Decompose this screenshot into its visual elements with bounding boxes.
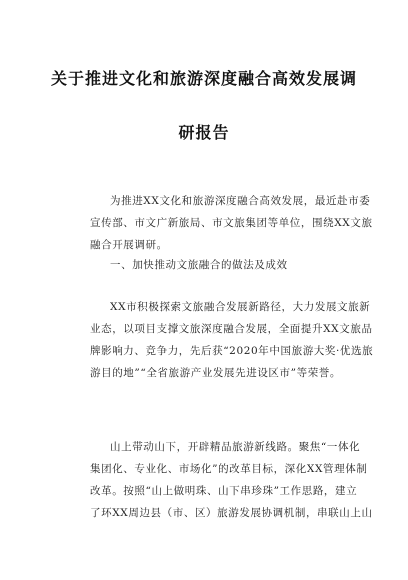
paragraph-line: 山上带动山下，开辟精品旅游新线路。聚焦“一体化 <box>110 441 361 453</box>
document-title-line2: 研报告 <box>178 123 230 142</box>
paragraph-line: 游目的地”“全省旅游产业发展先进设区市”等荣誉。 <box>90 367 342 379</box>
body-paragraph <box>90 436 373 524</box>
body-paragraph <box>90 296 374 384</box>
paragraph-line: 改革。按照“山上做明珠、山下串珍珠”工作思路，建立 <box>90 485 358 497</box>
paragraph-line: 集团化、专业化、市场化”的改革目标，深化XX管理体制 <box>90 463 368 475</box>
section-heading-text: 一、加快推动文旅融合的做法及成效 <box>110 259 288 271</box>
document-title-line1: 关于推进文化和旅游深度融合高效发展调 <box>50 69 357 88</box>
paragraph-line: 了环XX周边县（市、区）旅游发展协调机制，串联山上山 <box>90 507 373 519</box>
paragraph-line: 牌影响力、竞争力，先后获“2020年中国旅游大奖·优选旅 <box>90 345 374 357</box>
intro-paragraph <box>90 190 373 256</box>
paragraph-line: 宣传部、市文广新旅局、市文旅集团等单位，围绕XX文旅 <box>90 217 373 229</box>
paragraph-line: 业态，以项目支撑文旅深度融合发展，全面提升XX文旅品 <box>90 323 373 335</box>
section-heading <box>90 254 352 276</box>
paragraph-line: 融合开展调研。 <box>90 239 168 251</box>
paragraph-line: 为推进XX文化和旅游深度融合高效发展，最近赴市委 <box>110 195 371 207</box>
paragraph-line: XX市积极探索文旅融合发展新路径，大力发展文旅新 <box>110 301 371 313</box>
